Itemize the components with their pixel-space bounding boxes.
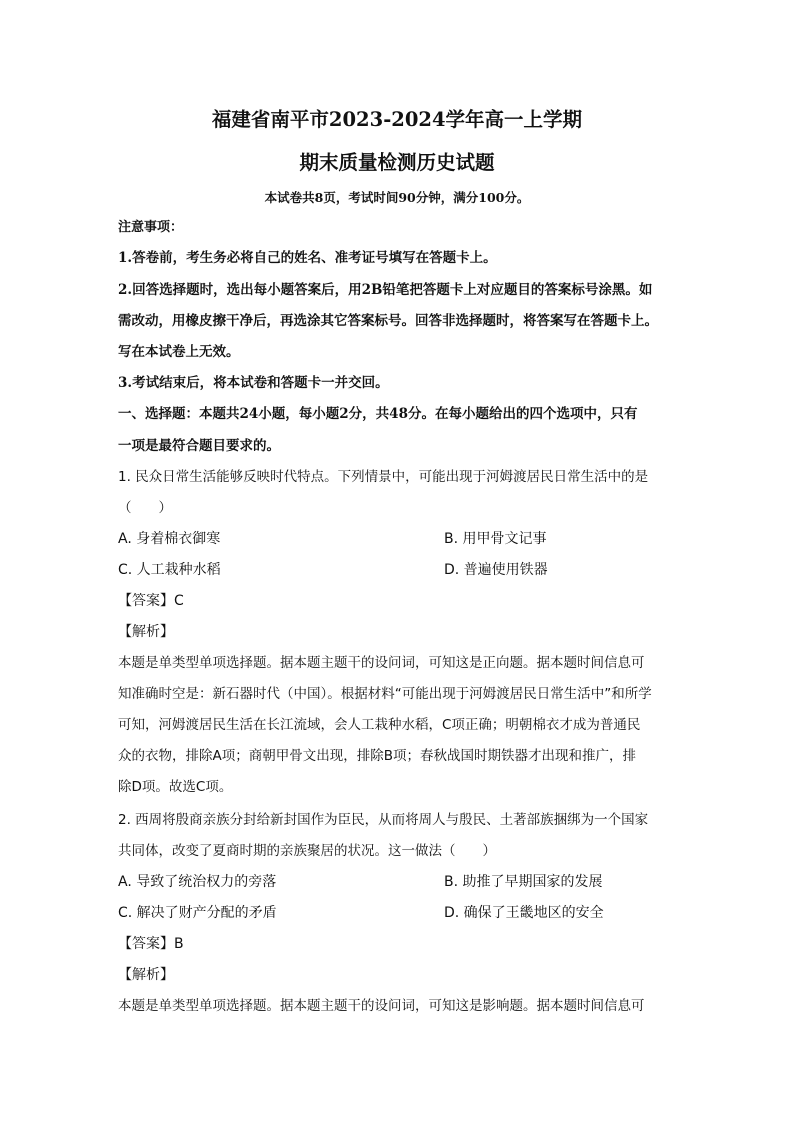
q1-analysis-line-1: 本题是单类型单项选择题。据本题主题干的设问词，可知这是正向题。据本题时间信息可 <box>118 655 645 671</box>
q2-stem-line-1: 2. 西周将殷商亲族分封给新封国作为臣民，从而将周人与殷民、土著部族捆绑为一个国家 <box>118 812 649 828</box>
exam-info: 本试卷共8页，考试时间90分钟，满分100分。 <box>264 190 530 205</box>
q1-stem-line-1: 1. 民众日常生活能够反映时代特点。下列情景中，可能出现于河姆渡居民日常生活中的是 <box>118 469 649 485</box>
q1-analysis-line-3: 可知，河姆渡居民生活在长江流域，会人工栽种水稻，C项正确；明朝棉衣才成为普通民 <box>118 717 641 733</box>
note-1: 1.答卷前，考生务必将自己的姓名、准考证号填写在答题卡上。 <box>118 250 497 266</box>
q1-analysis-line-4: 众的衣物，排除A项；商朝甲骨文出现，排除B项；春秋战国时期铁器才出现和推广，排 <box>118 748 636 764</box>
notes-heading: 注意事项： <box>118 220 184 235</box>
note-3: 3.考试结束后，将本试卷和答题卡一并交回。 <box>118 375 389 391</box>
q1-analysis-line-2: 知准确时空是：新石器时代（中国）。根据材料“可能出现于河姆渡居民日常生活中”和所学 <box>118 686 652 702</box>
q1-option-d: D. 普遍使用铁器 <box>444 562 548 578</box>
note-2-line-3: 写在本试卷上无效。 <box>118 344 240 360</box>
q1-option-b: B. 用甲骨文记事 <box>444 531 547 547</box>
q1-answer: 【答案】C <box>118 593 184 609</box>
q1-option-c: C. 人工栽种水稻 <box>118 562 221 578</box>
q1-analysis-label: 【解析】 <box>118 624 174 640</box>
q1-analysis-line-5: 除D项。故选C项。 <box>118 779 233 795</box>
q2-option-b: B. 助推了早期国家的发展 <box>444 874 603 890</box>
title-line-1: 福建省南平市2023-2024学年高一上学期 <box>211 108 583 131</box>
title-line-2: 期末质量检测历史试题 <box>299 151 495 174</box>
q1-option-a: A. 身着棉衣御寒 <box>118 531 221 547</box>
q2-analysis-line-1: 本题是单类型单项选择题。据本题主题干的设问词，可知这是影响题。据本题时间信息可 <box>118 998 645 1014</box>
q2-answer: 【答案】B <box>118 936 184 952</box>
section-1-line-1: 一、选择题：本题共24小题，每小题2分，共48分。在每小题给出的四个选项中，只有 <box>118 406 638 422</box>
q1-stem-line-2: （ ） <box>118 500 172 516</box>
note-2-line-1: 2.回答选择题时，选出每小题答案后，用2B铅笔把答题卡上对应题目的答案标号涂黑。如 <box>118 282 653 298</box>
q2-stem-line-2: 共同体，改变了夏商时期的亲族聚居的状况。这一做法（ ） <box>118 843 496 859</box>
q2-analysis-label: 【解析】 <box>118 967 174 983</box>
note-2-line-2: 需改动，用橡皮擦干净后，再选涂其它答案标号。回答非选择题时，将答案写在答题卡上。 <box>118 313 658 329</box>
section-1-line-2: 一项是最符合题目要求的。 <box>118 438 280 454</box>
q2-option-a: A. 导致了统治权力的旁落 <box>118 874 277 890</box>
q2-option-d: D. 确保了王畿地区的安全 <box>444 905 604 921</box>
q2-option-c: C. 解决了财产分配的矛盾 <box>118 905 277 921</box>
